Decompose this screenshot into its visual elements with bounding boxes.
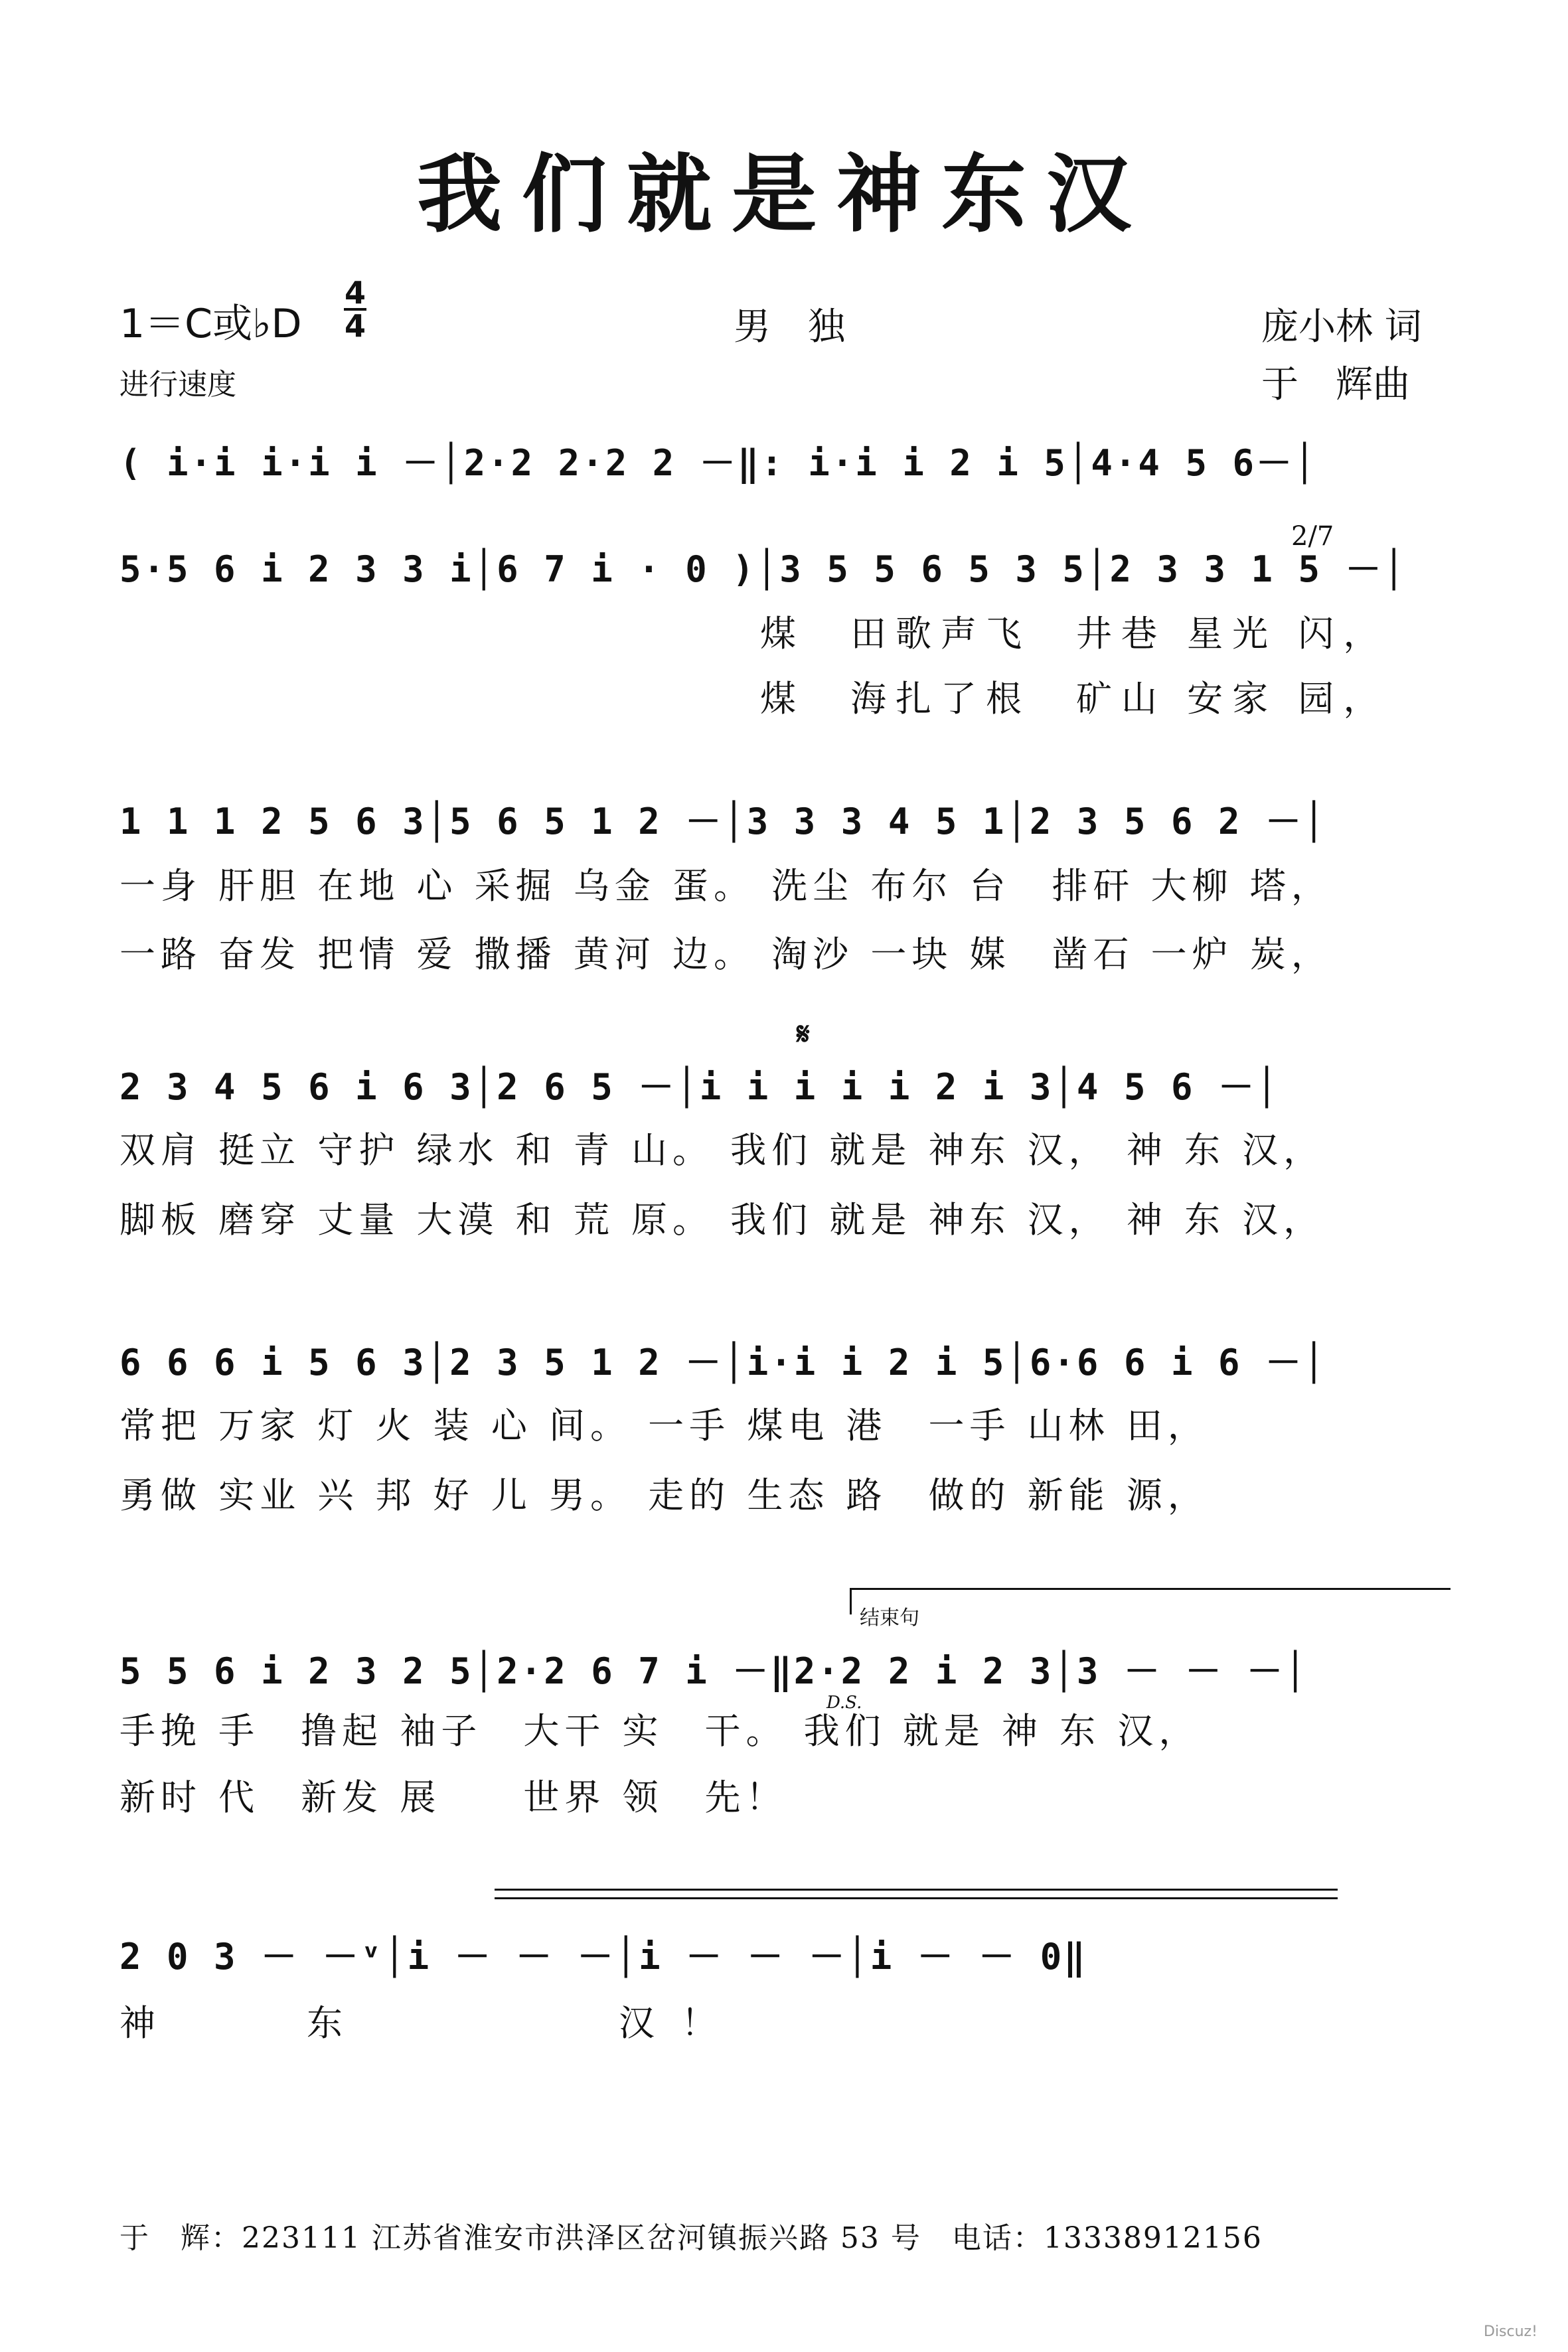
lyrics-7-verse-1: 神 东 汉！ [119,2002,744,2044]
lyrics-4-verse-1: 双肩 挺立 守护 绿水 和 青 山。 我们 就是 神东 汉， 神 东 汉， [119,1129,1325,1171]
lyrics-5-verse-2: 勇做 实业 兴 邦 好 儿 男。 走的 生态 路 做的 新能 源， [119,1474,1209,1516]
performer: 男 独 [734,305,845,349]
lyricist: 庞小林 词 [1261,305,1422,349]
notation-line-6: 5 5 6 i 2 3 2 5│2·2 6 7 i －‖2·2 2 i 2 3│3 － － －│ [119,1650,1308,1692]
final-underline-1 [495,1889,1338,1891]
notation-line-7: 2 0 3 － －ᵛ│i － － －│i － － －│i － － 0‖ [119,1936,1087,1978]
breath-mark: 2/7 [1291,521,1334,552]
coda-bracket-tick [850,1588,852,1614]
time-signature-bottom: 4 [344,308,366,344]
lyrics-5-verse-1: 常把 万家 灯 火 装 心 间。 一手 煤电 港 一手 山林 田， [119,1405,1209,1447]
coda-bracket-line [850,1588,1450,1590]
segno-mark: 𝄋 [797,1016,810,1052]
lyrics-4-verse-2: 脚板 磨穿 丈量 大漠 和 荒 原。 我们 就是 神东 汉， 神 东 汉， [119,1199,1325,1241]
coda-label: 结束句 [860,1607,919,1630]
lyrics-2-verse-1: 煤 田歌声飞 井巷 星光 闪， [760,613,1389,655]
ds-mark: D.S. [826,1693,862,1713]
final-underline-2 [495,1897,1338,1899]
time-signature-top: 4 [344,275,366,311]
notation-line-1: ( i·i i·i i －│2·2 2·2 2 －‖: i·i i 2 i 5│4·4 5 6－│ [119,442,1318,484]
lyrics-3-verse-2: 一路 奋发 把情 爱 撒播 黄河 边。 淘沙 一块 媒 凿石 一炉 炭， [119,933,1332,975]
notation-line-3: 1 1 1 2 5 6 3│5 6 5 1 2 －│3 3 3 4 5 1│2 3 5 6 2 －│ [119,801,1327,842]
time-signature [344,275,366,344]
contact-footer: 于 辉：223111 江苏省淮安市洪泽区岔河镇振兴路 53 号 电话：13338912156 [119,2221,1263,2255]
lyrics-6-verse-2: 新时 代 新发 展 世界 领 先！ [119,1776,787,1818]
composer: 于 辉曲 [1261,363,1410,406]
watermark: Discuz! [1484,2323,1537,2340]
lyrics-2-verse-2: 煤 海扎了根 矿山 安家 园， [760,678,1389,720]
lyrics-3-verse-1: 一身 肝胆 在地 心 采掘 乌金 蛋。 洗尘 布尔 台 排矸 大柳 塔， [119,865,1332,907]
lyrics-6-verse-1: 手挽 手 撸起 袖子 大干 实 干。 我们 就是 神 东 汉， [119,1710,1200,1752]
notation-line-5: 6 6 6 i 5 6 3│2 3 5 1 2 －│i·i i 2 i 5│6·6 6 i 6 －│ [119,1342,1327,1383]
notation-line-4: 2 3 4 5 6 i 6 3│2 6 5 －│i i i i i 2 i 3│4 5 6 －│ [119,1066,1280,1108]
key-signature: 1＝C或♭D [119,301,302,347]
notation-line-2: 5·5 6 i 2 3 3 i│6 7 i · 0 )│3 5 5 6 5 3 5│2 3 3 1 5 －│ [119,548,1407,590]
song-title: 我们就是神东汉 [416,145,1151,244]
tempo-marking: 进行速度 [119,368,236,402]
